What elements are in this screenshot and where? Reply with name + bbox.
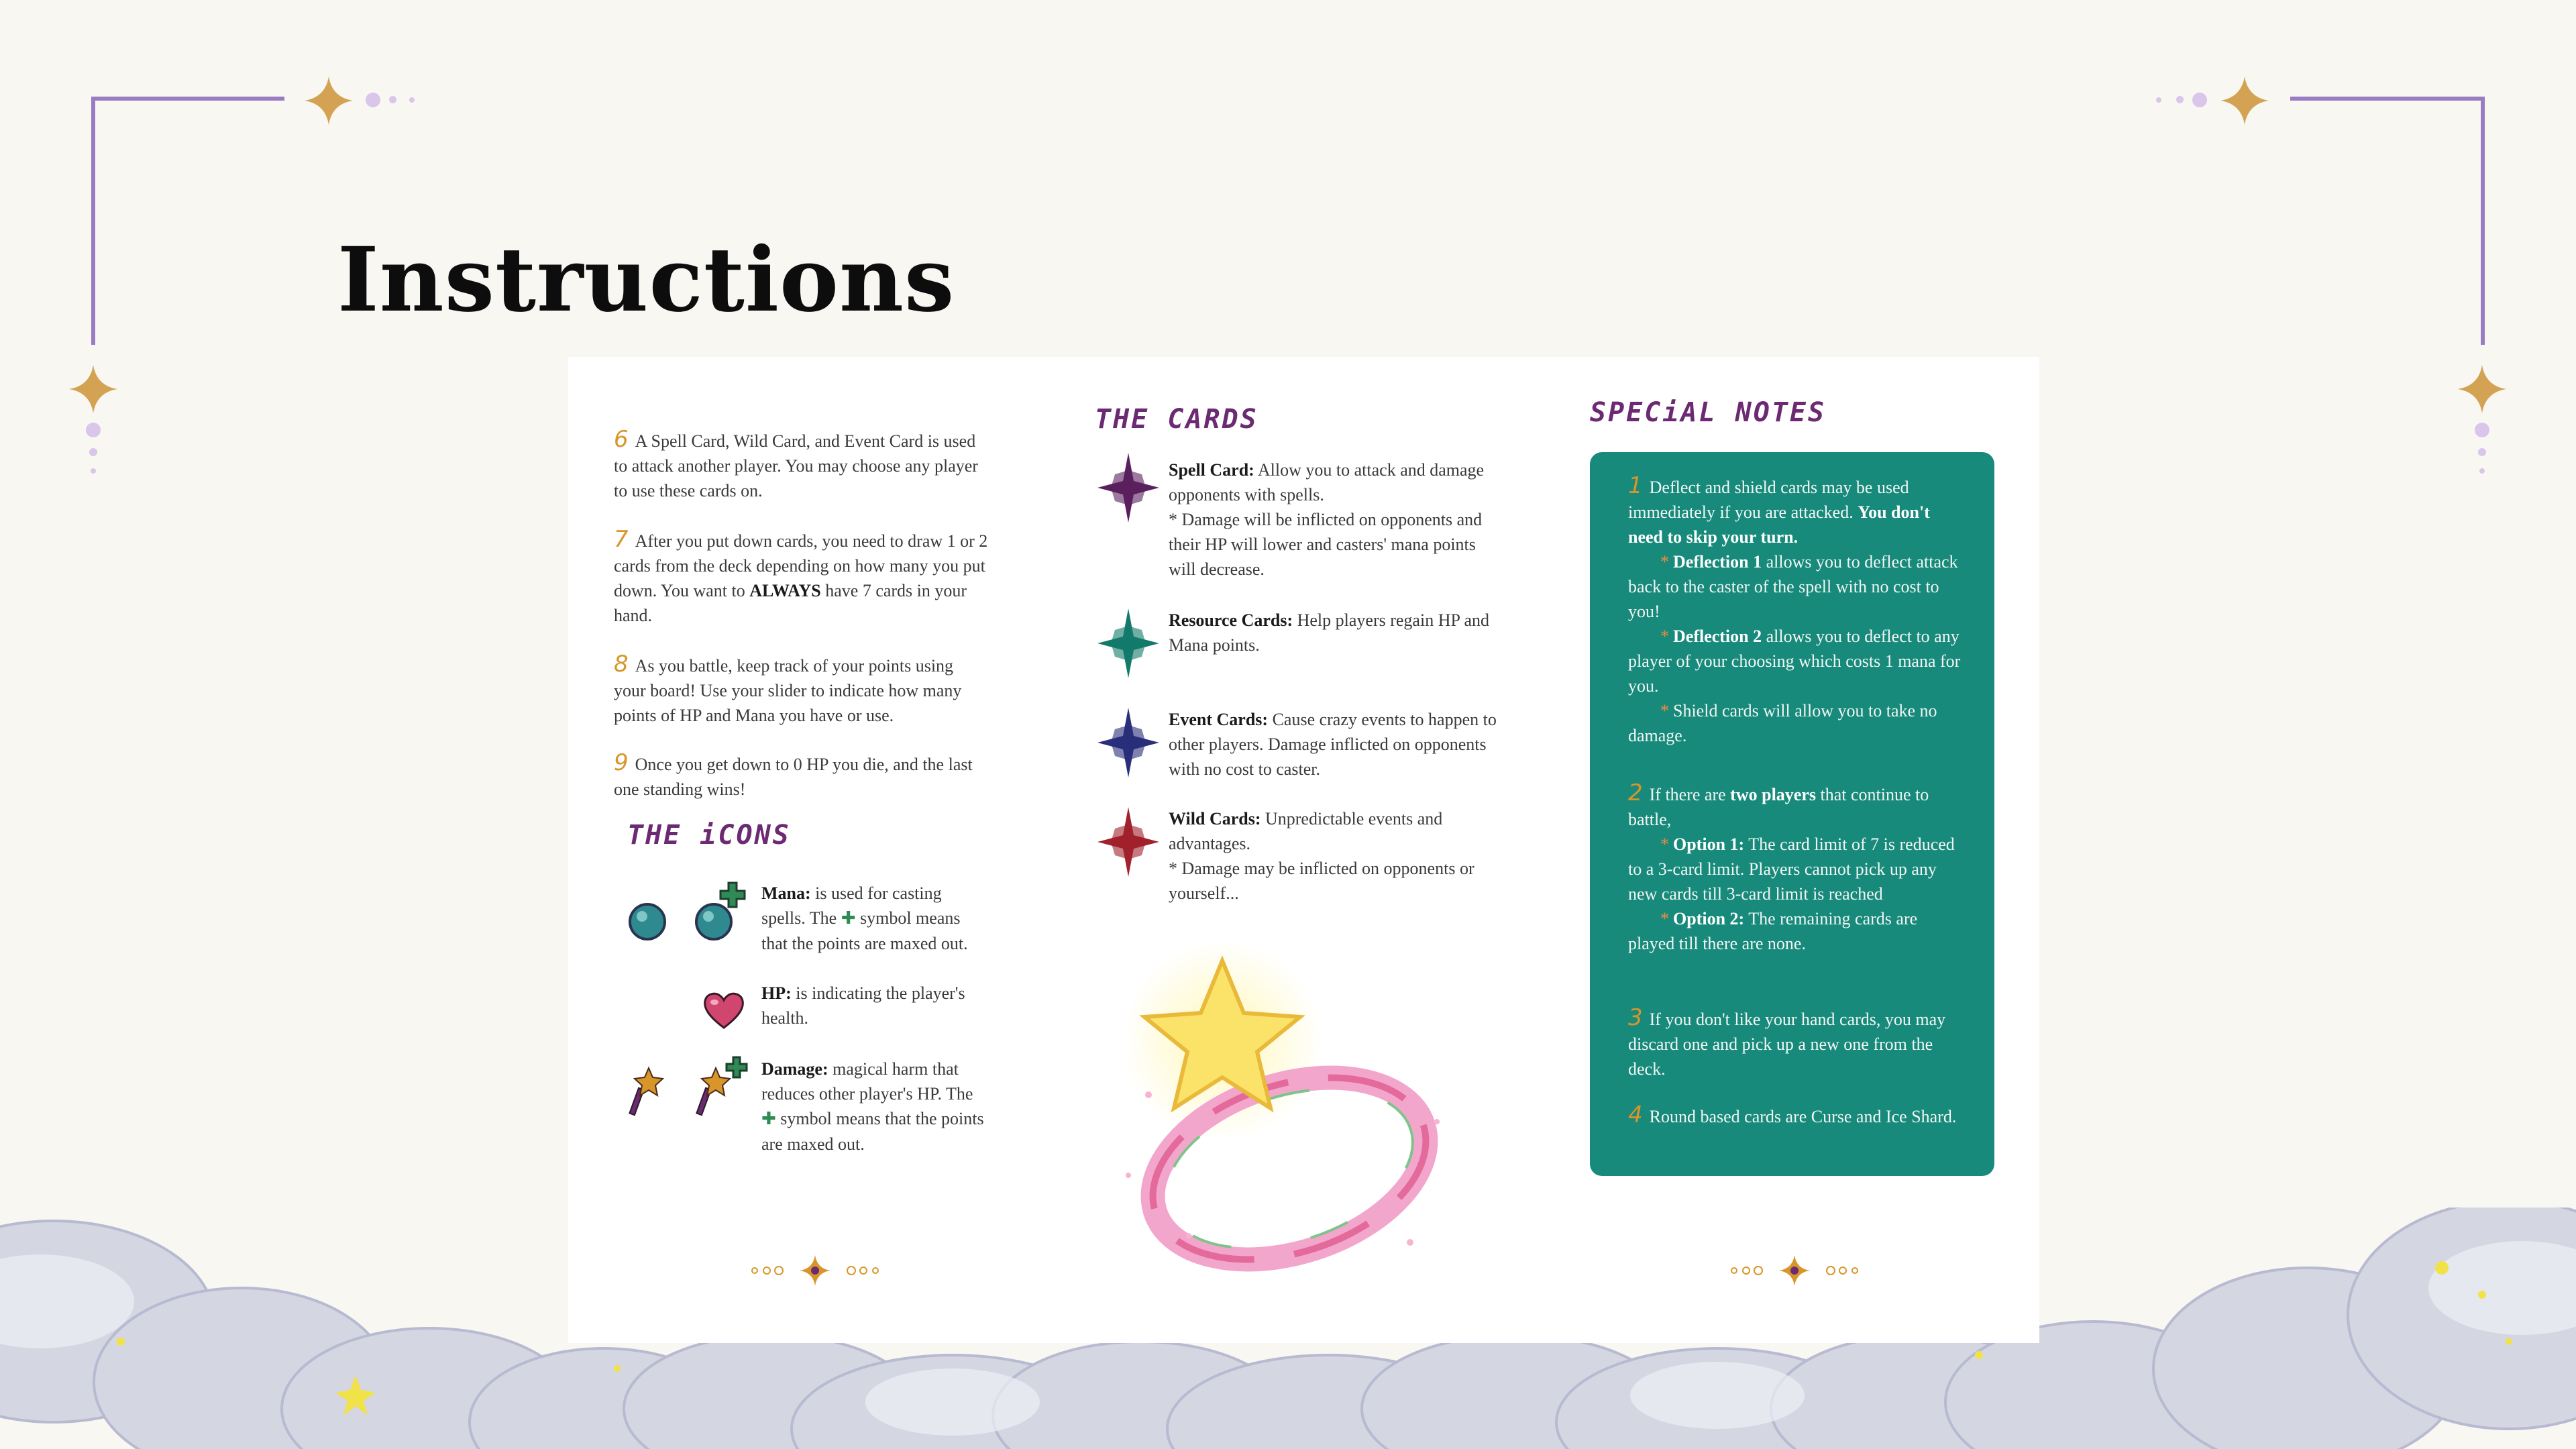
icon-text: magical harm that reduces other player's HP. The: [761, 1059, 973, 1104]
heart-icon: [702, 990, 745, 1030]
rule-number: 7: [614, 526, 629, 553]
note-4: [1628, 1103, 1964, 1129]
icon-label: Damage:: [761, 1059, 828, 1079]
dot: [2475, 423, 2489, 437]
icon-text: is indicating the player's health.: [761, 983, 965, 1028]
note-number: 4: [1628, 1102, 1643, 1128]
mana-orb-icon: [627, 902, 667, 942]
dot: [91, 468, 96, 474]
card-label: Wild Cards:: [1169, 809, 1261, 828]
icon-damage-desc: [761, 1057, 989, 1157]
rule-text: As you battle, keep track of your points using your board! Use your slider to indicate how many points of HP and Mana you have or use.: [614, 656, 962, 725]
icon-mana-desc: [761, 881, 989, 956]
rule-number: 6: [614, 426, 629, 453]
rule-bold: ALWAYS: [749, 581, 821, 600]
card-text: Help players regain HP and Mana points.: [1169, 610, 1490, 655]
card-event-desc: [1169, 707, 1497, 782]
card-label: Event Cards:: [1169, 710, 1269, 729]
icon-hp-desc: [761, 981, 989, 1030]
card-wild-desc: [1169, 806, 1497, 906]
footer-ornament: [1727, 1254, 1862, 1287]
rule-6: [614, 427, 989, 503]
note-text: If there are: [1649, 785, 1731, 804]
special-notes-box: [1590, 452, 1994, 1176]
sparkle-icon: [66, 362, 120, 416]
card-label: Spell Card:: [1169, 460, 1254, 480]
note-number: 2: [1628, 780, 1643, 806]
star-wand-max-icon: [686, 1056, 753, 1118]
sparkle-icon: [2455, 362, 2509, 416]
frame-top-right: [2290, 97, 2485, 101]
cards-heading: THE CARDS: [1095, 404, 1258, 435]
navy-star-icon: [1095, 706, 1162, 780]
dot: [2478, 448, 2486, 456]
sparkle-icon: [302, 74, 356, 127]
red-star-icon: [1095, 805, 1162, 879]
note-text: If you don't like your hand cards, you may discard one and pick up a new one from the deck.: [1628, 1010, 1946, 1079]
note-2: [1628, 781, 1964, 956]
footer-ornament: [748, 1254, 882, 1287]
dot: [2479, 468, 2485, 474]
note-text: Deflect and shield cards may be used immediately if you are attacked.: [1628, 478, 1909, 522]
star-wand-icon: [626, 1065, 666, 1116]
note-bold: two players: [1730, 785, 1816, 804]
note-1: [1628, 474, 1964, 748]
frame-top-left: [91, 97, 284, 101]
rule-text: Once you get down to 0 HP you die, and the last one standing wins!: [614, 755, 973, 799]
note-bold: You don't need to skip your turn.: [1628, 502, 1930, 547]
note-bold: Deflection 1: [1673, 552, 1762, 572]
note-text: Shield cards will allow you to take no damage.: [1628, 701, 1937, 745]
page-title: Instructions: [337, 228, 955, 332]
card-resource-desc: [1169, 608, 1497, 657]
note-number: 3: [1628, 1004, 1643, 1031]
instructions-panel: [568, 357, 2039, 1343]
note-number: 1: [1628, 472, 1643, 499]
bullet-icon: *: [1660, 701, 1669, 720]
bullet-icon: *: [1660, 835, 1669, 854]
note-text: allows you to deflect attack back to the caster of the spell with no cost to you!: [1628, 552, 1958, 621]
rule-9: [614, 751, 989, 802]
note-3: [1628, 1006, 1964, 1081]
icons-heading: THE iCONS: [627, 820, 791, 851]
note-bold: Deflection 2: [1673, 627, 1762, 646]
card-text: Unpredictable events and advantages.: [1169, 809, 1443, 853]
icon-text: symbol means that the points are maxed out.: [761, 1109, 984, 1154]
bullet-icon: *: [1660, 627, 1669, 646]
card-text: Cause crazy events to happen to other players. Damage inflicted on opponents with no cost to caster.: [1169, 710, 1497, 779]
note-text: Round based cards are Curse and Ice Shard.: [1649, 1107, 1957, 1126]
rule-8: [614, 652, 989, 728]
teal-star-icon: [1095, 606, 1162, 680]
rule-number: 9: [614, 749, 629, 776]
note-text: The remaining cards are played till there are none.: [1628, 909, 1918, 953]
plus-icon: ✚: [761, 1109, 776, 1129]
card-label: Resource Cards:: [1169, 610, 1293, 630]
note-text: that continue to battle,: [1628, 785, 1929, 829]
icon-label: HP:: [761, 983, 792, 1003]
dot: [2192, 93, 2207, 107]
card-text: Allow you to attack and damage opponents with spells.: [1169, 460, 1485, 504]
bullet-icon: *: [1660, 909, 1669, 928]
card-spell-desc: [1169, 458, 1497, 582]
shooting-star-illustration: [1088, 920, 1491, 1323]
frame-right: [2481, 97, 2485, 345]
icon-text: symbol means that the points are maxed out.: [761, 908, 968, 953]
icon-text: is used for casting spells. The: [761, 883, 942, 928]
plus-icon: ✚: [841, 908, 856, 928]
dot: [89, 448, 97, 456]
rule-7: [614, 527, 989, 628]
note-bold: Option 1:: [1673, 835, 1745, 854]
card-note: * Damage may be inflicted on opponents or yourself...: [1169, 859, 1474, 903]
purple-star-icon: [1095, 451, 1162, 525]
dot: [86, 423, 101, 437]
dot: [2156, 97, 2161, 103]
bullet-icon: *: [1660, 552, 1669, 572]
mana-orb-max-icon: [691, 880, 751, 942]
card-note: * Damage will be inflicted on opponents and their HP will lower and casters' mana points will decrease.: [1169, 510, 1483, 579]
dot: [366, 93, 380, 107]
rule-text: After you put down cards, you need to draw 1 or 2 cards from the deck depending on how many you put down. You want to: [614, 531, 988, 600]
note-bold: Option 2:: [1673, 909, 1745, 928]
special-notes-heading: SPECiAL NOTES: [1590, 397, 1827, 428]
note-text: The card limit of 7 is reduced to a 3-card limit. Players cannot pick up any new cards till 3-card limit is reached: [1628, 835, 1955, 904]
icon-label: Mana:: [761, 883, 811, 903]
rule-text: have 7 cards in your hand.: [614, 581, 967, 625]
dot: [409, 97, 415, 103]
note-text: allows you to deflect to any player of your choosing which costs 1 mana for you.: [1628, 627, 1961, 696]
sparkle-icon: [2218, 74, 2271, 127]
frame-left: [91, 97, 95, 345]
dot: [2176, 96, 2184, 103]
rule-number: 8: [614, 651, 629, 678]
dot: [389, 96, 396, 103]
rule-text: A Spell Card, Wild Card, and Event Card is used to attack another player. You may choose any player to use these cards on.: [614, 431, 978, 500]
